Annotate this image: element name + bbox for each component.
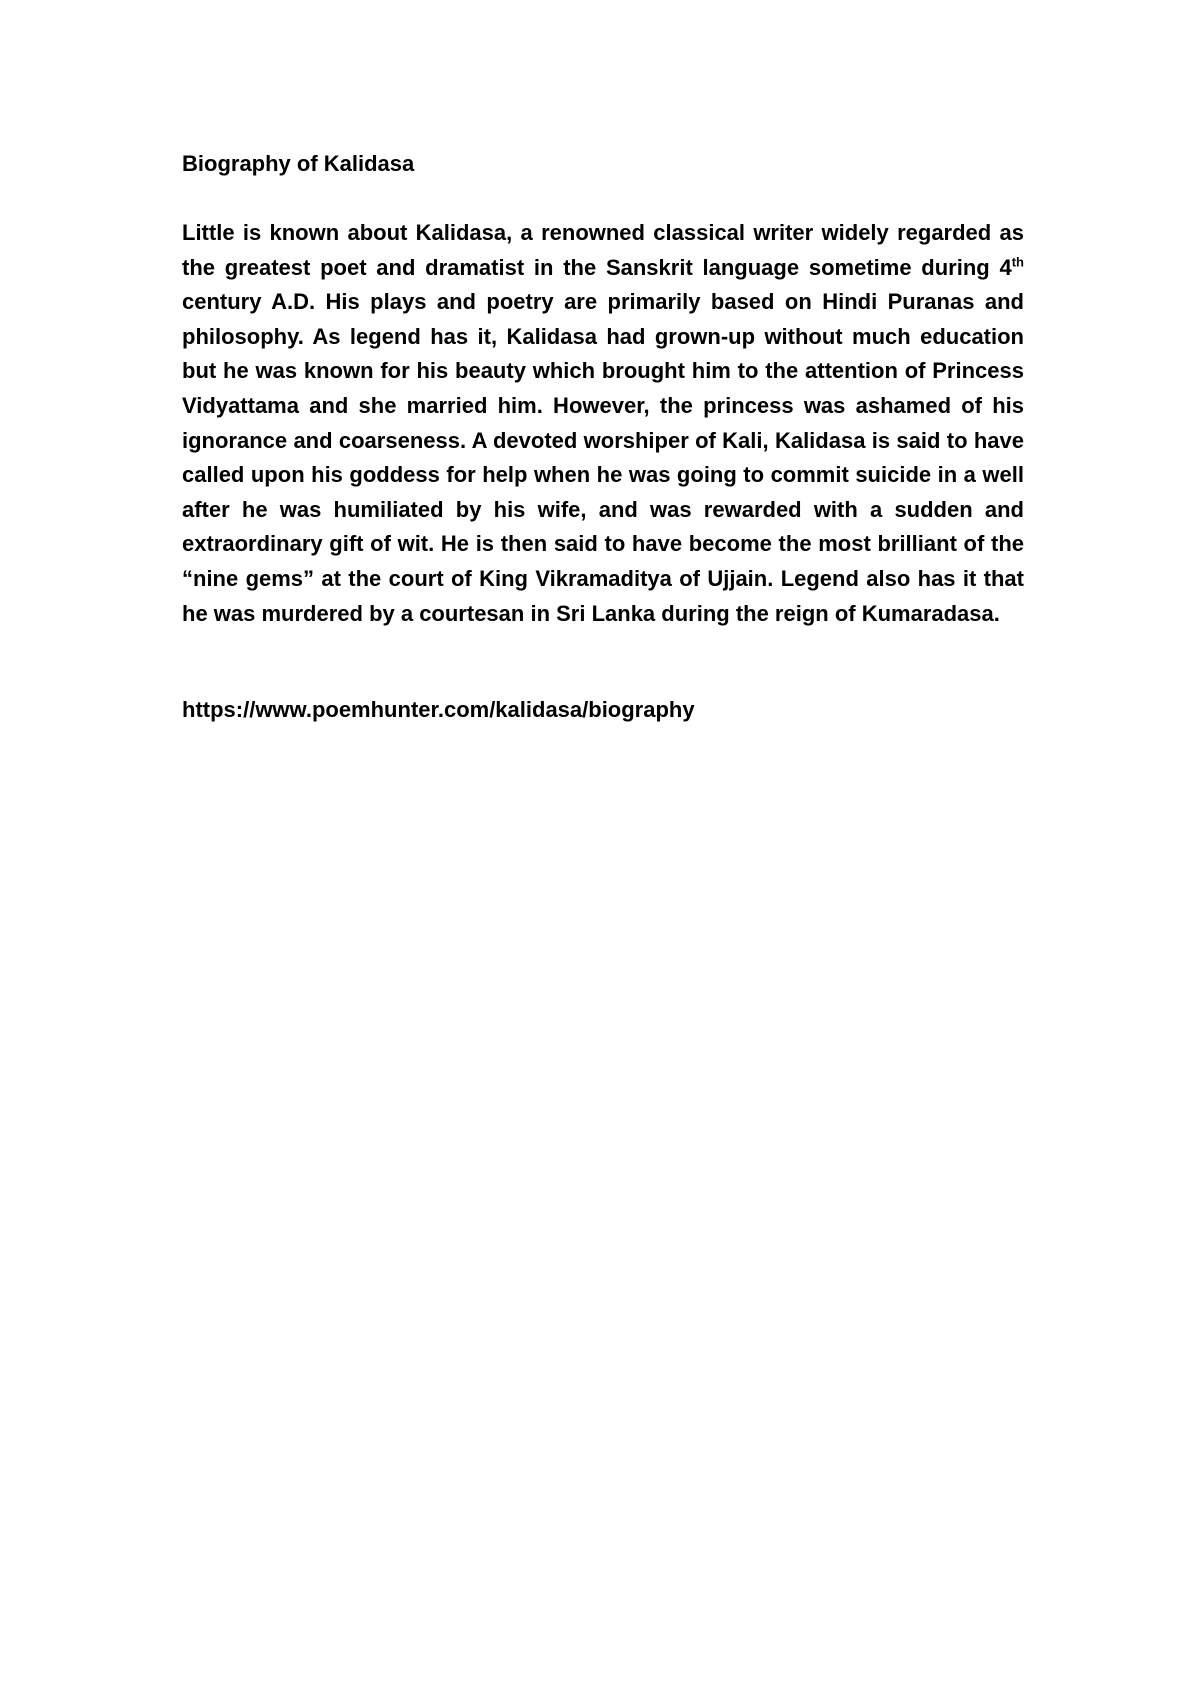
biography-paragraph [182,216,1024,631]
ordinal-superscript: th [1011,254,1024,270]
document-page [182,148,1024,726]
source-url: https://www.poemhunter.com/kalidasa/biography [182,697,695,723]
document-title: Biography of Kalidasa [182,151,415,176]
paragraph-text-part1: Little is known about Kalidasa, a renowned classical writer widely regarded as the greatest poet and dramatist in the Sanskrit language sometime during 4 [182,220,1024,280]
paragraph-text-part2: century A.D. His plays and poetry are primarily based on Hindi Puranas and philosophy. As legend has it, Kalidasa had grown-up without much education but he was known for his beauty which brought him to the attention of Princess Vidyattama and she married him. However, the princess was ashamed of his ignorance and coarseness. A devoted worshiper of Kali, Kalidasa is said to have called upon his goddess for help when he was going to commit suicide in a well after he was humiliated by his wife, and was rewarded with a sudden and extraordinary gift of wit. He is then said to have become the most brilliant of the “nine gems” at the court of King Vikramaditya of Ujjain. Legend also has it that he was murdered by a courtesan in Sri Lanka during the reign of Kumaradasa. [182,289,1024,626]
